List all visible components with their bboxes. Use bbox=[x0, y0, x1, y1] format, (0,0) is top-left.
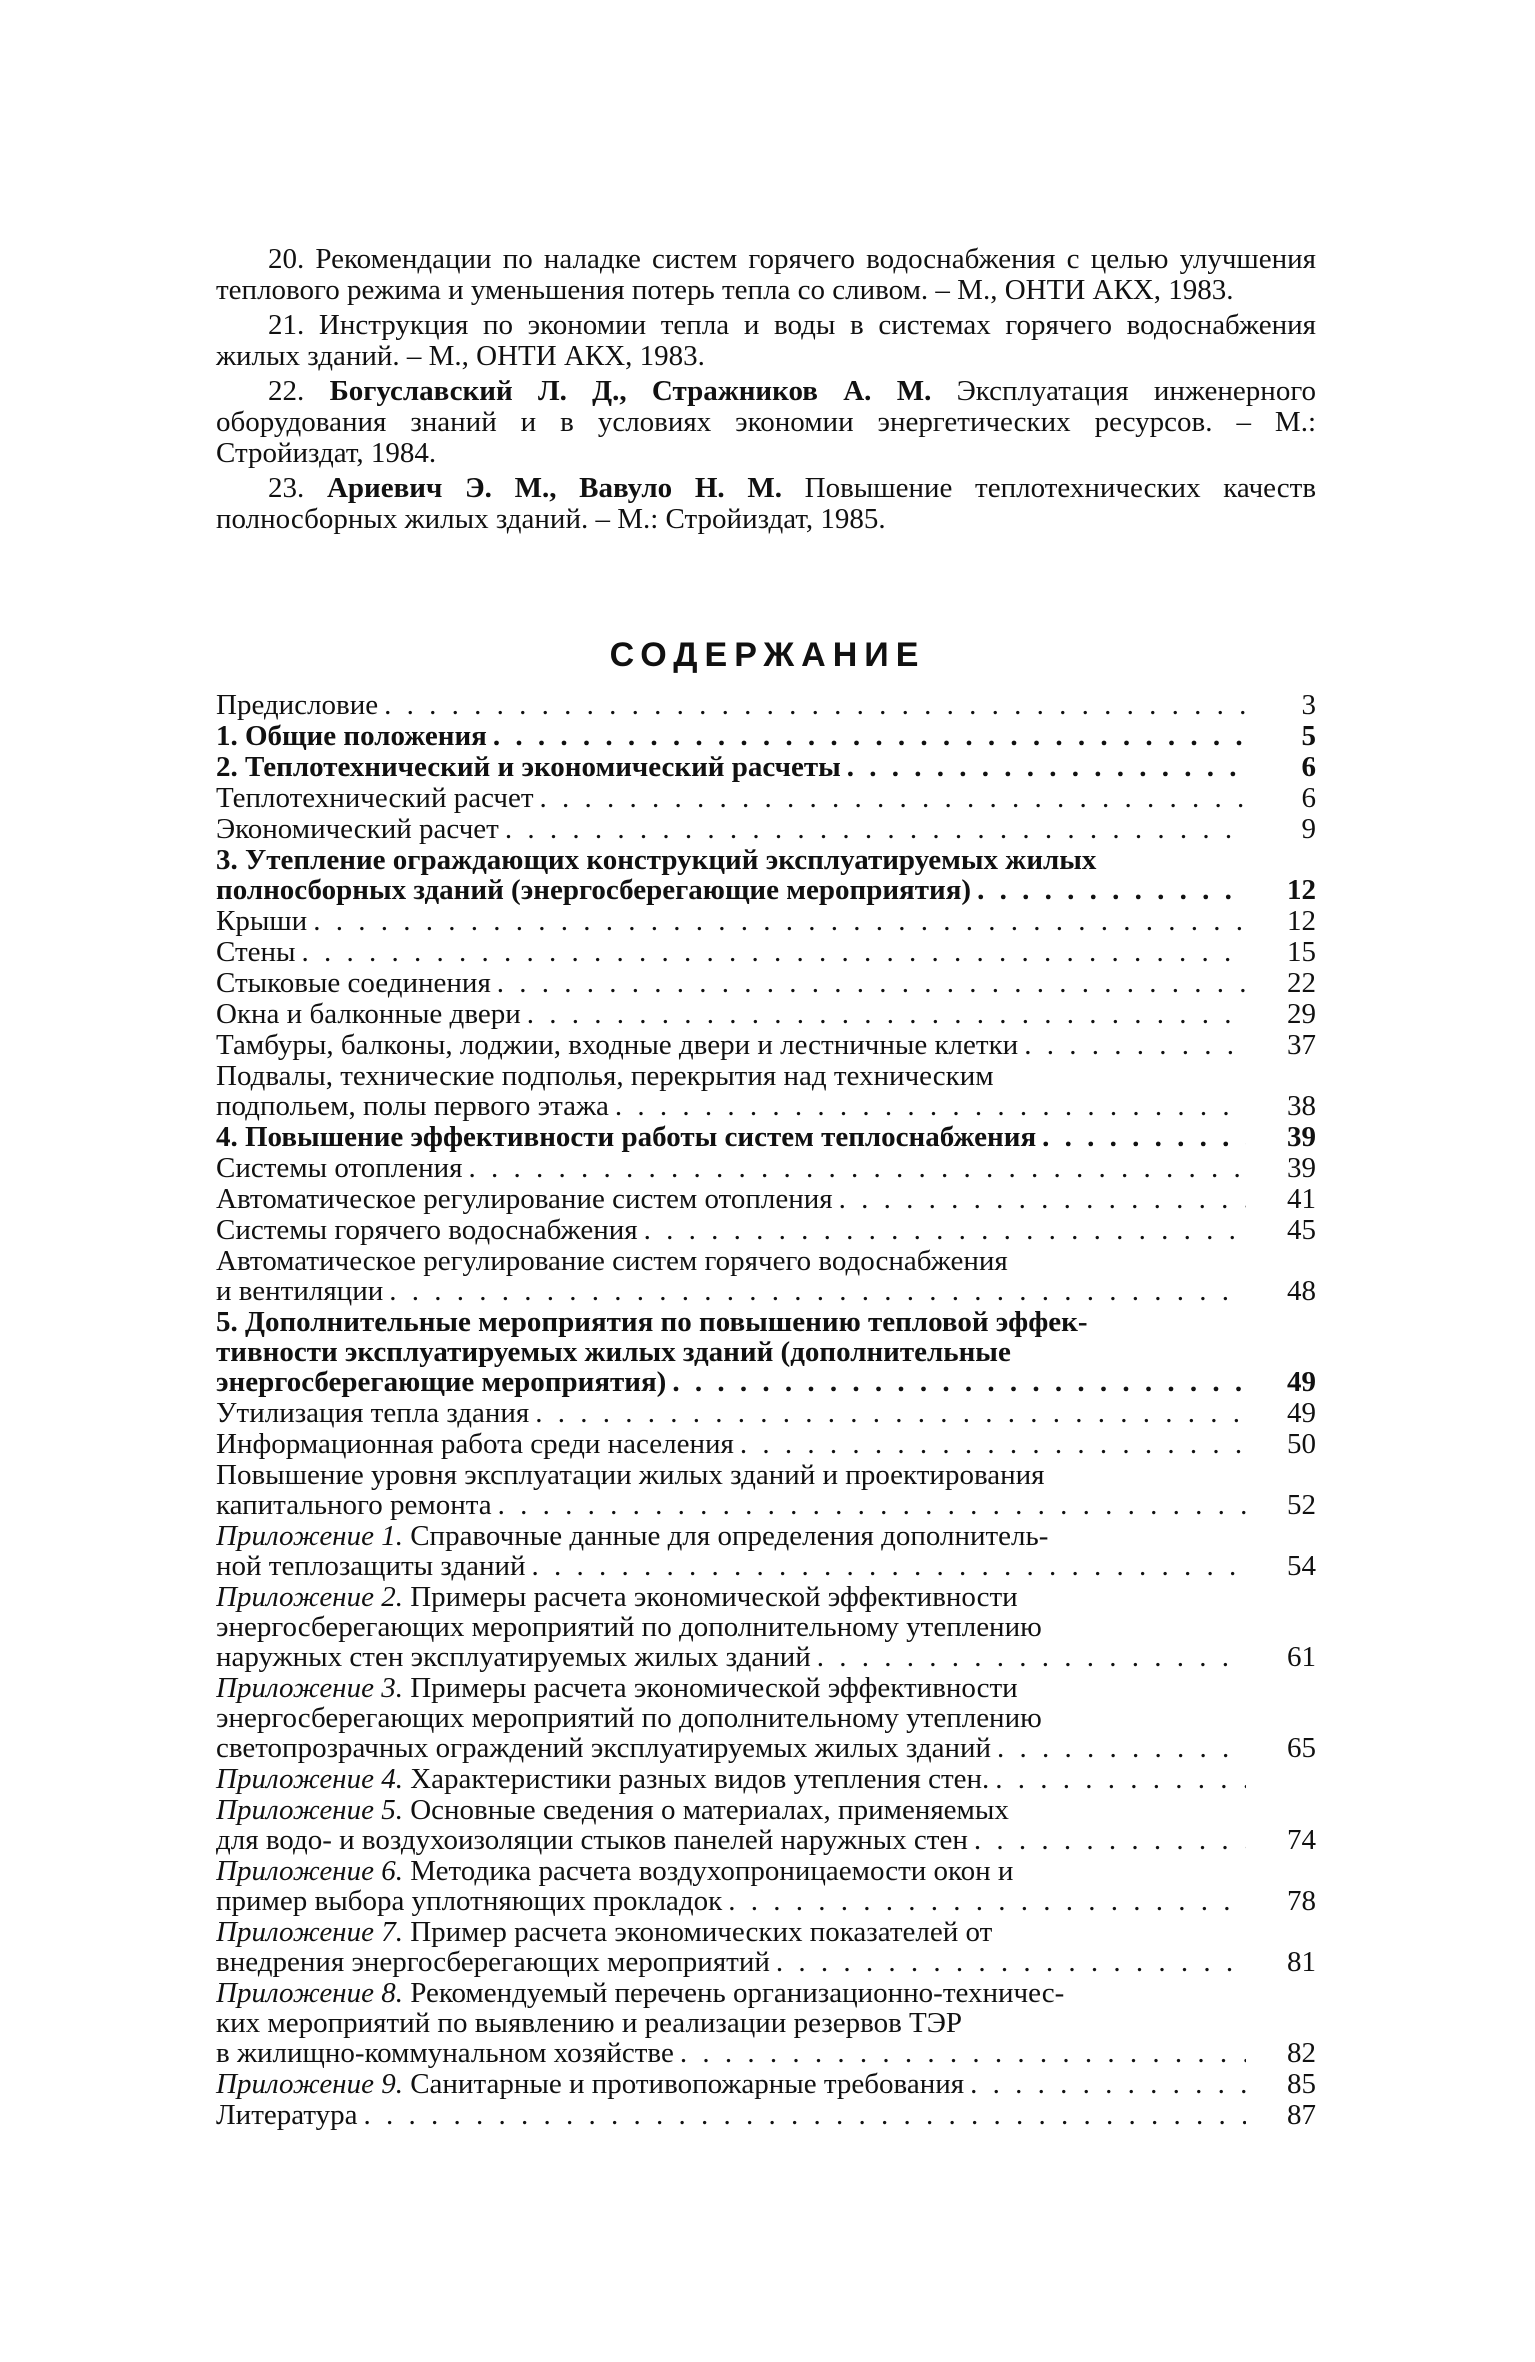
toc-entry-fragment: Крыши bbox=[216, 905, 308, 937]
toc-entry-text bbox=[216, 1398, 1246, 1428]
toc-page-number: 12 bbox=[1287, 905, 1316, 937]
toc-entry bbox=[216, 1460, 1316, 1520]
toc-entry bbox=[216, 1856, 1316, 1916]
toc-entry-text bbox=[216, 1673, 1246, 1763]
toc-entry-line-text bbox=[216, 968, 491, 998]
toc-entry-line bbox=[216, 2038, 1246, 2068]
toc-entry-fragment: в жилищно-коммунальном хозяйстве bbox=[216, 2037, 674, 2069]
toc-entry-line-text bbox=[216, 937, 296, 967]
toc-entry-line bbox=[216, 1337, 1246, 1367]
toc-entry bbox=[216, 1673, 1316, 1763]
toc-entry bbox=[216, 1795, 1316, 1855]
toc-entry-line-text bbox=[216, 1153, 463, 1183]
toc-heading: СОДЕРЖАНИЕ bbox=[609, 636, 926, 674]
toc-entry-fragment: Санитарные и противопожарные требования bbox=[402, 2068, 965, 2100]
reference-number: 23. bbox=[268, 472, 305, 504]
toc-entry bbox=[216, 1246, 1316, 1306]
toc-entry-fragment: капитального ремонта bbox=[216, 1489, 492, 1521]
toc-entry-fragment: Системы горячего водоснабжения bbox=[216, 1214, 638, 1246]
toc-entry bbox=[216, 2100, 1316, 2130]
toc-page-number: 29 bbox=[1287, 998, 1316, 1030]
toc-entry-fragment: Автоматическое регулирование систем отопления bbox=[216, 1183, 833, 1215]
dot-leader bbox=[463, 1153, 1246, 1183]
toc-entry-fragment: Окна и балконные двери bbox=[216, 998, 521, 1030]
toc-entry-line bbox=[216, 1276, 1246, 1306]
toc-entry-line-text bbox=[216, 1276, 383, 1306]
toc-entry-fragment: ких мероприятий по выявлению и реализации резервов ТЭР bbox=[216, 2008, 963, 2038]
toc-entry-line-text bbox=[216, 752, 841, 782]
toc-entry bbox=[216, 783, 1316, 813]
dot-leader bbox=[358, 2100, 1246, 2130]
toc-entry-text bbox=[216, 906, 1246, 936]
toc-entry-line-text bbox=[216, 1215, 638, 1245]
toc-entry bbox=[216, 1978, 1316, 2068]
appendix-label: Приложение 1. bbox=[216, 1521, 403, 1551]
toc-entry bbox=[216, 906, 1316, 936]
toc-entry-line bbox=[216, 1460, 1246, 1490]
toc-entry-line bbox=[216, 2008, 1246, 2038]
toc-entry-text bbox=[216, 752, 1246, 782]
toc-entry-text bbox=[216, 999, 1246, 1029]
toc-page-number: 6 bbox=[1301, 751, 1316, 783]
toc-entry-line bbox=[216, 1061, 1246, 1091]
reference-text: Рекомендации по наладке систем горячего водоснабжения с целью улучшения теплового режима и уменьшения потерь тепла со сливом. – М., ОНТИ АКХ, 1983. bbox=[216, 243, 1317, 306]
reference-text: Эксплуатация инженерного оборудования знаний и в условиях экономии энергетических ресурсов. – М.: Стройиздат, 1984. bbox=[216, 375, 1316, 469]
toc-page-number: 45 bbox=[1287, 1214, 1316, 1246]
toc-entry-line bbox=[216, 1673, 1246, 1703]
toc-entry-line-text bbox=[216, 1398, 529, 1428]
dot-leader bbox=[529, 1398, 1246, 1428]
toc-entry bbox=[216, 845, 1316, 905]
toc-entry-fragment: Системы отопления bbox=[216, 1152, 463, 1184]
toc-entry-text bbox=[216, 783, 1246, 813]
toc-entry-line bbox=[216, 1551, 1246, 1581]
toc-entry-line-text bbox=[216, 1030, 1018, 1060]
dot-leader bbox=[964, 2069, 1246, 2099]
toc-entry bbox=[216, 1764, 1316, 1794]
toc-entry-text bbox=[216, 937, 1246, 967]
toc-entry-line bbox=[216, 1856, 1246, 1886]
toc-entry-text bbox=[216, 1307, 1246, 1397]
toc-entry-line bbox=[216, 1490, 1246, 1520]
toc-entry-text bbox=[216, 2100, 1246, 2130]
toc-entry-fragment: 4. Повышение эффективности работы систем теплоснабжения bbox=[216, 1121, 1037, 1153]
toc-page-number: 37 bbox=[1287, 1029, 1316, 1061]
toc-entry-text bbox=[216, 968, 1246, 998]
dot-leader bbox=[521, 999, 1246, 1029]
reference-item bbox=[216, 473, 1316, 535]
toc-entry-line bbox=[216, 1246, 1246, 1276]
table-of-contents bbox=[216, 690, 1316, 2131]
toc-entry-text bbox=[216, 1917, 1246, 1977]
reference-number: 22. bbox=[268, 375, 305, 407]
toc-entry-line bbox=[216, 1215, 1246, 1245]
reference-author: Богуславский Л. Д., Стражников А. М. bbox=[329, 375, 932, 407]
toc-entry-fragment: энергосберегающих мероприятий по дополнительному утеплению bbox=[216, 1703, 1042, 1733]
toc-entry-fragment: Экономический расчет bbox=[216, 813, 499, 845]
toc-entry-line-text bbox=[216, 999, 521, 1029]
toc-entry bbox=[216, 1307, 1316, 1397]
toc-entry-text bbox=[216, 1061, 1246, 1121]
toc-entry-line bbox=[216, 1398, 1246, 1428]
toc-page-number: 15 bbox=[1287, 936, 1316, 968]
dot-leader bbox=[991, 1733, 1246, 1763]
dot-leader bbox=[383, 1276, 1246, 1306]
toc-entry-line-text bbox=[216, 1947, 770, 1977]
dot-leader bbox=[526, 1551, 1246, 1581]
toc-entry-fragment: Рекомендуемый перечень организационно-техничес- bbox=[402, 1978, 1065, 2008]
toc-page-number: 5 bbox=[1301, 720, 1316, 752]
toc-entry bbox=[216, 721, 1316, 751]
dot-leader bbox=[499, 814, 1246, 844]
reference-item bbox=[216, 376, 1316, 469]
toc-entry-text bbox=[216, 1030, 1246, 1060]
toc-page-number: 52 bbox=[1287, 1489, 1316, 1521]
toc-page-number: 74 bbox=[1287, 1824, 1316, 1856]
dot-leader bbox=[666, 1367, 1246, 1397]
toc-entry-fragment: Справочные данные для определения дополнитель- bbox=[402, 1521, 1049, 1551]
appendix-label: Приложение 2. bbox=[216, 1582, 403, 1612]
toc-entry bbox=[216, 2069, 1316, 2099]
toc-entry bbox=[216, 814, 1316, 844]
dot-leader bbox=[734, 1429, 1246, 1459]
reference-number: 20. bbox=[268, 243, 305, 275]
toc-entry-line bbox=[216, 845, 1246, 875]
toc-entry-line bbox=[216, 937, 1246, 967]
toc-page-number: 6 bbox=[1301, 782, 1316, 814]
dot-leader bbox=[674, 2038, 1246, 2068]
toc-entry-text bbox=[216, 1184, 1246, 1214]
toc-entry bbox=[216, 1122, 1316, 1152]
toc-entry-line-text bbox=[216, 875, 971, 905]
toc-entry-line bbox=[216, 1367, 1246, 1397]
toc-entry-fragment: Тамбуры, балконы, лоджии, входные двери и лестничные клетки bbox=[216, 1029, 1019, 1061]
toc-entry-line-text bbox=[216, 906, 307, 936]
toc-entry-line-text bbox=[216, 1490, 492, 1520]
toc-page-number: 65 bbox=[1287, 1732, 1316, 1764]
toc-entry-line bbox=[216, 1122, 1246, 1152]
toc-entry-fragment: Повышение уровня эксплуатации жилых зданий и проектирования bbox=[216, 1460, 1045, 1490]
toc-entry-line-text bbox=[216, 721, 487, 751]
toc-entry-line-text bbox=[216, 690, 378, 720]
toc-entry-text bbox=[216, 690, 1246, 720]
toc-entry-fragment: Подвалы, технические подполья, перекрытия над техническим bbox=[216, 1061, 994, 1091]
toc-entry-line-text bbox=[216, 1642, 811, 1672]
toc-entry-fragment: 2. Теплотехнический и экономический расчеты bbox=[216, 751, 841, 783]
appendix-label: Приложение 8. bbox=[216, 1978, 403, 2008]
toc-entry-line-text bbox=[216, 1429, 734, 1459]
toc-entry-fragment: Автоматическое регулирование систем горячего водоснабжения bbox=[216, 1246, 1008, 1276]
toc-entry-line bbox=[216, 721, 1246, 751]
toc-entry-fragment: Пример расчета экономических показателей от bbox=[402, 1917, 993, 1947]
toc-entry-line bbox=[216, 1795, 1246, 1825]
toc-page-number: 54 bbox=[1287, 1550, 1316, 1582]
toc-entry-fragment: светопрозрачных ограждений эксплуатируемых жилых зданий bbox=[216, 1732, 991, 1764]
toc-page-number: 38 bbox=[1287, 1090, 1316, 1122]
toc-entry-fragment: наружных стен эксплуатируемых жилых зданий bbox=[216, 1641, 811, 1673]
toc-page-number: 49 bbox=[1287, 1366, 1316, 1398]
reference-author: Ариевич Э. М., Вавуло Н. М. bbox=[326, 472, 782, 504]
appendix-label: Приложение 4. bbox=[216, 1763, 403, 1795]
toc-entry-fragment: 1. Общие положения bbox=[216, 720, 487, 752]
toc-entry-text bbox=[216, 1429, 1246, 1459]
toc-entry-fragment: и вентиляции bbox=[216, 1275, 384, 1307]
dot-leader bbox=[971, 875, 1246, 905]
dot-leader bbox=[833, 1184, 1246, 1214]
toc-entry-line-text bbox=[216, 1886, 722, 1916]
toc-entry-fragment: подпольем, полы первого этажа bbox=[216, 1090, 609, 1122]
toc-entry-text bbox=[216, 1521, 1246, 1581]
toc-entry-fragment: энергосберегающих мероприятий по дополнительному утеплению bbox=[216, 1612, 1042, 1642]
toc-entry-text bbox=[216, 814, 1246, 844]
toc-entry-line-text bbox=[216, 1764, 989, 1794]
appendix-label: Приложение 3. bbox=[216, 1673, 403, 1703]
references-list bbox=[216, 244, 1316, 539]
dot-leader bbox=[492, 1490, 1246, 1520]
toc-entry-line bbox=[216, 1429, 1246, 1459]
toc-entry bbox=[216, 1153, 1316, 1183]
toc-entry-line bbox=[216, 906, 1246, 936]
dot-leader bbox=[296, 937, 1246, 967]
toc-entry-line bbox=[216, 1521, 1246, 1551]
toc-entry bbox=[216, 1917, 1316, 1977]
toc-entry-line-text bbox=[216, 1122, 1036, 1152]
toc-page-number: 22 bbox=[1287, 967, 1316, 999]
toc-entry-line bbox=[216, 1886, 1246, 1916]
toc-entry bbox=[216, 999, 1316, 1029]
reference-text: Инструкция по экономии тепла и воды в системах горячего водоснабжения жилых зданий. – М., ОНТИ АКХ, 1983. bbox=[216, 309, 1316, 372]
toc-entry-fragment: ной теплозащиты зданий bbox=[216, 1550, 526, 1582]
toc-entry-line-text bbox=[216, 783, 534, 813]
toc-entry-fragment: для водо- и воздухоизоляции стыков панелей наружных стен bbox=[216, 1824, 968, 1856]
toc-entry-fragment: энергосберегающие мероприятия) bbox=[216, 1366, 667, 1398]
toc-entry-text bbox=[216, 1795, 1246, 1855]
toc-entry-line bbox=[216, 752, 1246, 782]
toc-page-number: 82 bbox=[1287, 2037, 1316, 2069]
toc-entry-line bbox=[216, 1764, 1246, 1794]
dot-leader bbox=[609, 1091, 1246, 1121]
toc-page-number: 41 bbox=[1287, 1183, 1316, 1215]
dot-leader bbox=[378, 690, 1246, 720]
toc-entry-fragment: Примеры расчета экономической эффективности bbox=[402, 1673, 1018, 1703]
toc-entry-line bbox=[216, 1642, 1246, 1672]
reference-text: Повышение теплотехнических качеств полносборных жилых зданий. – М.: Стройиздат, 1985. bbox=[216, 472, 1317, 535]
toc-entry-line bbox=[216, 1947, 1246, 1977]
toc-entry bbox=[216, 1582, 1316, 1672]
toc-page-number: 39 bbox=[1287, 1152, 1316, 1184]
toc-entry-line bbox=[216, 1612, 1246, 1642]
toc-entry-line-text bbox=[216, 1091, 609, 1121]
toc-entry-fragment: пример выбора уплотняющих прокладок bbox=[216, 1885, 723, 1917]
toc-entry-line bbox=[216, 2100, 1246, 2130]
toc-page-number: 49 bbox=[1287, 1397, 1316, 1429]
toc-entry bbox=[216, 1061, 1316, 1121]
toc-entry-fragment: Утилизация тепла здания bbox=[216, 1397, 530, 1429]
toc-page-number: 48 bbox=[1287, 1275, 1316, 1307]
toc-entry bbox=[216, 690, 1316, 720]
toc-entry-line bbox=[216, 2069, 1246, 2099]
toc-entry-fragment: 5. Дополнительные мероприятия по повышению тепловой эффек- bbox=[216, 1307, 1088, 1337]
dot-leader bbox=[491, 968, 1246, 998]
toc-entry-line-text bbox=[216, 2100, 358, 2130]
toc-page-number: 61 bbox=[1287, 1641, 1316, 1673]
dot-leader bbox=[487, 721, 1246, 751]
toc-entry-line bbox=[216, 1153, 1246, 1183]
appendix-label: Приложение 7. bbox=[216, 1917, 403, 1947]
toc-entry-fragment: 3. Утепление ограждающих конструкций эксплуатируемых жилых bbox=[216, 845, 1097, 875]
toc-entry-fragment: полносборных зданий (энергосберегающие мероприятия) bbox=[216, 874, 972, 906]
toc-entry-line-text bbox=[216, 1551, 526, 1581]
toc-entry bbox=[216, 937, 1316, 967]
toc-entry-fragment: Характеристики разных видов утепления стен. bbox=[402, 1763, 990, 1795]
dot-leader bbox=[722, 1886, 1246, 1916]
toc-entry-line bbox=[216, 1917, 1246, 1947]
toc-entry-line bbox=[216, 1582, 1246, 1612]
toc-entry-line bbox=[216, 1030, 1246, 1060]
toc-entry-line bbox=[216, 1703, 1246, 1733]
reference-item bbox=[216, 310, 1316, 372]
reference-number: 21. bbox=[268, 309, 305, 341]
toc-entry bbox=[216, 752, 1316, 782]
toc-entry-text bbox=[216, 1122, 1246, 1152]
dot-leader bbox=[989, 1764, 1246, 1794]
toc-entry-fragment: внедрения энергосберегающих мероприятий bbox=[216, 1946, 770, 1978]
toc-page-number: 85 bbox=[1287, 2068, 1316, 2100]
toc-page-number: 3 bbox=[1301, 689, 1316, 721]
toc-entry-fragment: Теплотехнический расчет bbox=[216, 782, 534, 814]
appendix-label: Приложение 5. bbox=[216, 1795, 403, 1825]
toc-entry-text bbox=[216, 1764, 1246, 1794]
toc-entry-line-text bbox=[216, 1367, 666, 1397]
dot-leader bbox=[770, 1947, 1246, 1977]
toc-entry-text bbox=[216, 1978, 1246, 2068]
toc-entry-line bbox=[216, 814, 1246, 844]
toc-entry bbox=[216, 968, 1316, 998]
toc-entry-text bbox=[216, 1582, 1246, 1672]
toc-entry-line-text bbox=[216, 1184, 833, 1214]
toc-page-number: 50 bbox=[1287, 1428, 1316, 1460]
toc-entry bbox=[216, 1521, 1316, 1581]
toc-entry-line bbox=[216, 1733, 1246, 1763]
toc-entry-fragment: Методика расчета воздухопроницаемости окон и bbox=[402, 1856, 1014, 1886]
toc-entry bbox=[216, 1398, 1316, 1428]
toc-entry-line bbox=[216, 875, 1246, 905]
toc-page-number: 9 bbox=[1301, 813, 1316, 845]
toc-entry-line-text bbox=[216, 814, 499, 844]
toc-entry-text bbox=[216, 1215, 1246, 1245]
toc-entry bbox=[216, 1215, 1316, 1245]
dot-leader bbox=[811, 1642, 1246, 1672]
dot-leader bbox=[1018, 1030, 1246, 1060]
toc-entry-fragment: Информационная работа среди населения bbox=[216, 1428, 734, 1460]
toc-entry bbox=[216, 1030, 1316, 1060]
toc-entry-fragment: Предисловие bbox=[216, 689, 379, 721]
toc-entry-text bbox=[216, 1246, 1246, 1306]
toc-entry-line bbox=[216, 1184, 1246, 1214]
toc-entry-line bbox=[216, 999, 1246, 1029]
toc-entry-text bbox=[216, 721, 1246, 751]
dot-leader bbox=[638, 1215, 1246, 1245]
dot-leader bbox=[1036, 1122, 1246, 1152]
toc-entry-text bbox=[216, 845, 1246, 905]
toc-entry-line bbox=[216, 968, 1246, 998]
toc-entry-line bbox=[216, 1978, 1246, 2008]
toc-entry bbox=[216, 1184, 1316, 1214]
toc-page-number: 81 bbox=[1287, 1946, 1316, 1978]
toc-entry-line-text bbox=[216, 1825, 968, 1855]
toc-entry-line bbox=[216, 1091, 1246, 1121]
toc-entry-line bbox=[216, 783, 1246, 813]
toc-entry-line-text bbox=[216, 2069, 964, 2099]
toc-page-number: 78 bbox=[1287, 1885, 1316, 1917]
dot-leader bbox=[841, 752, 1246, 782]
toc-entry-fragment: Основные сведения о материалах, применяемых bbox=[402, 1795, 1009, 1825]
toc-entry-text bbox=[216, 1856, 1246, 1916]
dot-leader bbox=[968, 1825, 1246, 1855]
appendix-label: Приложение 9. bbox=[216, 2068, 403, 2100]
toc-entry-fragment: Стены bbox=[216, 936, 296, 968]
toc-page-number: 39 bbox=[1287, 1121, 1316, 1153]
toc-page-number: 12 bbox=[1287, 874, 1316, 906]
toc-entry-text bbox=[216, 2069, 1246, 2099]
reference-item bbox=[216, 244, 1316, 306]
toc-entry-line bbox=[216, 690, 1246, 720]
dot-leader bbox=[534, 783, 1246, 813]
toc-entry-fragment: тивности эксплуатируемых жилых зданий (дополнительные bbox=[216, 1337, 1011, 1367]
appendix-label: Приложение 6. bbox=[216, 1856, 403, 1886]
toc-entry-text bbox=[216, 1153, 1246, 1183]
toc-entry-fragment: Примеры расчета экономической эффективности bbox=[402, 1582, 1018, 1612]
toc-entry-line bbox=[216, 1307, 1246, 1337]
toc-entry-line-text bbox=[216, 1733, 991, 1763]
toc-entry-fragment: Стыковые соединения bbox=[216, 967, 491, 999]
toc-entry-line-text bbox=[216, 2038, 674, 2068]
toc-entry-fragment: Литература bbox=[216, 2099, 358, 2131]
toc-page-number: 87 bbox=[1287, 2099, 1316, 2131]
toc-entry-text bbox=[216, 1460, 1246, 1520]
dot-leader bbox=[307, 906, 1246, 936]
toc-entry-line bbox=[216, 1825, 1246, 1855]
toc-entry bbox=[216, 1429, 1316, 1459]
